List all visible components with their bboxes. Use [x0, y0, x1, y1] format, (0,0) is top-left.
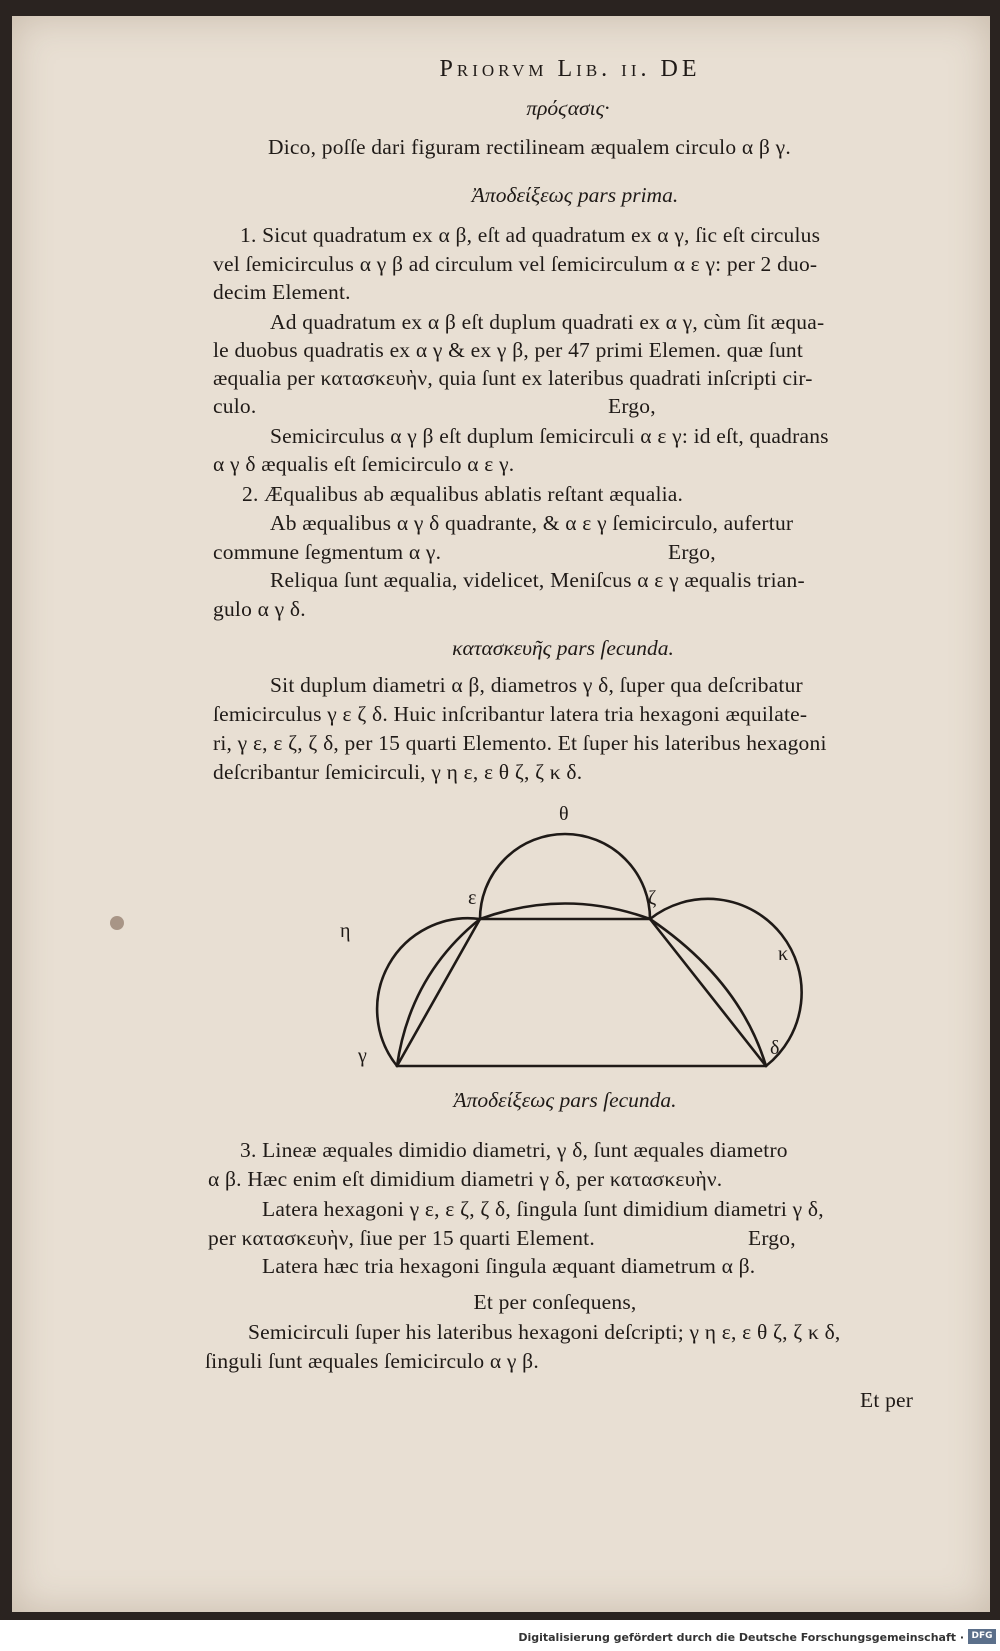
footer-bar: [0, 1620, 1000, 1651]
chord-zeta-delta: [650, 919, 766, 1066]
label-delta: δ: [770, 1037, 780, 1059]
text-line: gulo α γ δ.: [213, 597, 306, 621]
text-line: α β. Hæc enim eſt dimidium diametri γ δ, per κατασκευὴν.: [208, 1167, 723, 1191]
catchword: Et per: [860, 1388, 914, 1412]
text-line: Semicirculus α γ β eſt duplum ſemicirculi α ε γ: id eſt, quadrans: [270, 424, 829, 448]
text-line: vel ſemicirculus α γ β ad circulum vel ſemicirculum α ε γ: per 2 duo-: [213, 252, 818, 276]
text-line: 2. Æqualibus ab æqualibus ablatis reſtant æqualia.: [242, 482, 684, 506]
label-epsilon: ε: [468, 887, 477, 909]
text-line: æqualia per κατασκευὴν, quia ſunt ex lateribus quadrati inſcripti cir-: [213, 366, 813, 390]
text-line: Ad quadratum ex α β eſt duplum quadrati ex α γ, cùm ſit æqua-: [270, 310, 825, 334]
dfg-logo: DFG: [968, 1629, 996, 1644]
text-line: Et per conſequens,: [473, 1290, 637, 1314]
ergo-text: Ergo,: [748, 1226, 796, 1250]
text-line: ri, γ ε, ε ζ, ζ δ, per 15 quarti Elemento. Et ſuper his lateribus hexagoni: [213, 731, 827, 755]
text-line: per κατασκευὴν, ſiue per 15 quarti Element.: [208, 1226, 595, 1250]
label-kappa: κ: [778, 943, 789, 965]
propositio: Dico, poſſe dari figuram rectilineam æqualem circulo α β γ.: [268, 135, 791, 159]
text-line: culo.: [213, 394, 257, 418]
text-line: 1. Sicut quadratum ex α β, eſt ad quadratum ex α γ, ſic eſt circulus: [240, 223, 821, 247]
ergo-text: Ergo,: [608, 394, 656, 418]
text-line: ſemicirculus γ ε ζ δ. Huic inſcribantur latera tria hexagoni æquilate-: [213, 702, 808, 726]
text-line: 3. Lineæ æquales dimidio diametri, γ δ, ſunt æquales diametro: [240, 1138, 788, 1162]
running-header: Priorvm Lib. ii. DE: [439, 56, 701, 82]
label-theta: θ: [559, 803, 569, 825]
text-line: deſcribantur ſemicirculi, γ η ε, ε θ ζ, ζ κ δ.: [213, 760, 583, 784]
text-line: decim Element.: [213, 280, 351, 304]
arc-epsilon-zeta: [480, 904, 650, 920]
text-line: le duobus quadratis ex α γ & ex γ β, per 47 primi Elemen. quæ ſunt: [213, 338, 804, 362]
label-zeta: ζ: [648, 887, 657, 909]
text-line: commune ſegmentum α γ.: [213, 540, 442, 564]
text-line: Semicirculi ſuper his lateribus hexagoni deſcripti; γ η ε, ε θ ζ, ζ κ δ,: [248, 1320, 841, 1344]
label-eta: η: [340, 920, 351, 942]
text-line: Ab æqualibus α γ δ quadrante, & α ε γ ſemicirculo, aufertur: [270, 511, 794, 535]
semicircle-gamma-eta-epsilon: [377, 918, 480, 1066]
demonstration-part1-heading: Ἀποδείξεως pars prima.: [471, 183, 679, 207]
section-label-greek: πρόϛασις·: [526, 96, 610, 120]
text-line: ſinguli ſunt æquales ſemicirculo α γ β.: [205, 1349, 539, 1373]
construction-part2-heading: κατασκευῆς pars ſecunda.: [452, 636, 674, 660]
text-line: Sit duplum diametri α β, diametros γ δ, ſuper qua deſcribatur: [270, 673, 803, 697]
label-gamma: γ: [358, 1045, 367, 1067]
text-line: α γ δ æqualis eſt ſemicirculo α ε γ.: [213, 452, 515, 476]
ergo-text: Ergo,: [668, 540, 716, 564]
text-line: Latera hæc tria hexagoni ſingula æquant diametrum α β.: [262, 1254, 756, 1278]
text-line: Latera hexagoni γ ε, ε ζ, ζ δ, ſingula ſunt dimidium diametri γ δ,: [262, 1197, 824, 1221]
semicircle-epsilon-theta-zeta: [480, 834, 650, 919]
digitization-note: Digitalisierung gefördert durch die Deutsche Forschungsgemeinschaft ·: [518, 1631, 964, 1644]
demonstration-part2-heading: Ἀποδείξεως pars ſecunda.: [453, 1088, 677, 1112]
text-line: Reliqua ſunt æqualia, videlicet, Meniſcus α ε γ æqualis trian-: [270, 568, 805, 592]
